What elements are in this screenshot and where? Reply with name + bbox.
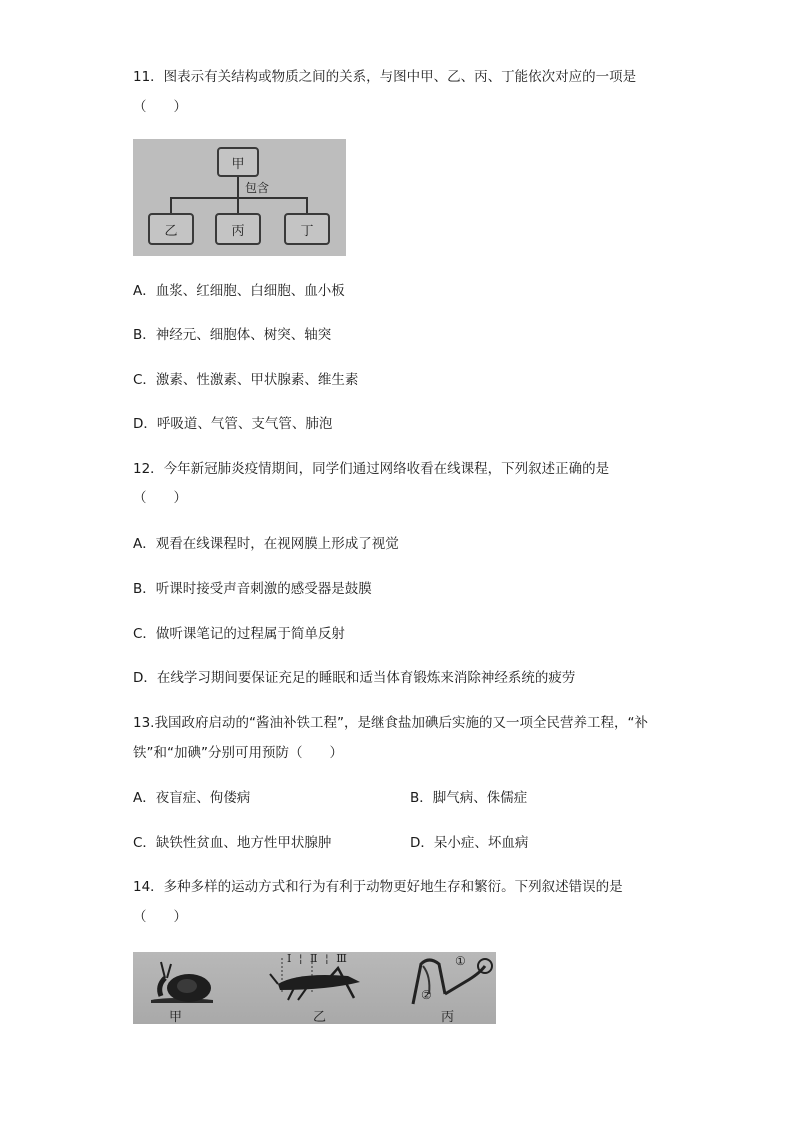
q13-option-c: C．缺铁性贫血、地方性甲状腺肿: [133, 835, 332, 851]
q13-stem-line2: 铁”和“加碘”分别可用预防（ ）: [133, 745, 343, 761]
q13-option-a: A．夜盲症、佝偻病: [133, 790, 251, 806]
q12-stem: 12．今年新冠肺炎疫情期间，同学们通过网络收看在线课程，下列叙述正确的是: [133, 461, 610, 477]
diagram-connector: [170, 197, 172, 213]
q12-option-a: A．观看在线课程时，在视网膜上形成了视觉: [133, 536, 399, 552]
muscle-mark-1: ①: [455, 954, 466, 968]
q11-option-a: A．血浆、红细胞、白细胞、血小板: [133, 283, 345, 299]
diagram-connector: [306, 197, 308, 213]
diagram-node-right: 丁: [284, 213, 330, 245]
diagram-connector: [170, 197, 308, 199]
diagram-node-top: 甲: [217, 147, 259, 177]
snail-image: [143, 956, 223, 1006]
q12-paren: （ ）: [133, 490, 187, 506]
q13-option-b: B．脚气病、侏儒症: [410, 790, 528, 806]
q12-option-b: B．听课时接受声音刺激的感受器是鼓膜: [133, 581, 372, 597]
q11-paren: （ ）: [133, 99, 187, 115]
q11-stem: 11．图表示有关结构或物质之间的关系，与图中甲、乙、丙、丁能依次对应的一项是: [133, 69, 637, 85]
q11-option-c: C．激素、性激素、甲状腺素、维生素: [133, 372, 359, 388]
q14-stem: 14．多种多样的运动方式和行为有利于动物更好地生存和繁衍。下列叙述错误的是: [133, 879, 623, 895]
q11-option-d: D．呼吸道、气管、支气管、肺泡: [133, 416, 333, 432]
diagram-connector: [237, 197, 239, 213]
diagram-node-left: 乙: [148, 213, 194, 245]
label-yi: 乙: [313, 1010, 327, 1025]
arm-muscle-image: [405, 954, 495, 1008]
diagram-link-label: 包含: [245, 181, 270, 195]
diagram-connector: [237, 177, 239, 197]
q14-paren: （ ）: [133, 909, 187, 925]
label-jia: 甲: [169, 1010, 183, 1025]
diagram-node-middle: 丙: [215, 213, 261, 245]
grasshopper-segment-marks: Ⅰ ¦ Ⅱ ¦ Ⅲ: [287, 952, 349, 965]
q12-option-d: D．在线学习期间要保证充足的睡眠和适当体育锻炼来消除神经系统的疲劳: [133, 670, 576, 686]
q11-relation-diagram: [133, 139, 346, 256]
q14-animal-photos: [133, 952, 496, 1024]
q12-option-c: C．做听课笔记的过程属于简单反射: [133, 626, 345, 642]
q11-option-b: B．神经元、细胞体、树突、轴突: [133, 327, 332, 343]
q13-stem-line1: 13.我国政府启动的“酱油补铁工程”，是继食盐加碘后实施的又一项全民营养工程，“补: [133, 715, 648, 731]
muscle-mark-2: ②: [421, 988, 432, 1002]
label-bing: 丙: [441, 1010, 455, 1025]
q13-option-d: D．呆小症、坏血病: [410, 835, 529, 851]
